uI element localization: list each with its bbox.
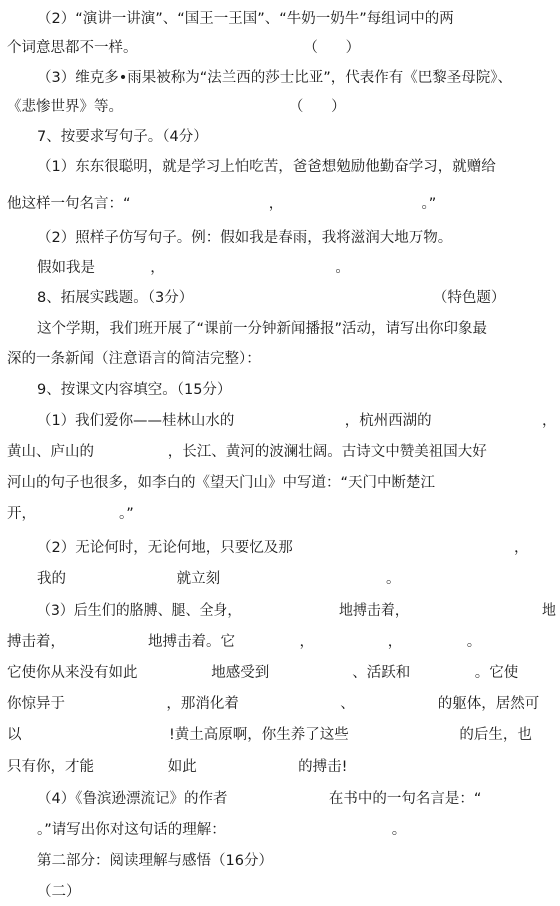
q-9-heading: 9、按课文内容填空。（15分） bbox=[37, 382, 232, 398]
q-9-1-line-1: （1）我们爱你——桂林山水的 ，杭州西湖的 ， bbox=[37, 413, 557, 429]
q-9-4-line-1: （4）《鲁滨逊漂流记》的作者 在书中的一句名言是：“ bbox=[37, 791, 482, 807]
q-9-3-line-6: 只有你，才能 如此 的搏击! bbox=[7, 759, 348, 775]
q-8-line-1: 这个学期，我们班开展了“课前一分钟新闻播报”活动，请写出你印象最 bbox=[37, 321, 488, 337]
q-9-3-line-5: 以 !黄土高原啊，你生养了这些 的后生，也 bbox=[7, 727, 532, 743]
q-9-3-line-3: 它使你从来没有如此 地感受到 、活跃和 。它使 bbox=[7, 665, 519, 681]
q-9-2-line-1: （2）无论何时，无论何地，只要忆及那 ， bbox=[37, 540, 529, 556]
part-2-heading: 第二部分：阅读理解与感悟（16分） bbox=[37, 853, 273, 869]
q-9-2-line-2: 我的 就立刻 。 bbox=[37, 571, 401, 587]
section-2-heading: （二） bbox=[37, 884, 81, 900]
q-8-heading: 8、拓展实践题。（3分） （特色题） bbox=[37, 290, 506, 306]
q-6-2-line-1: （2）“演讲一讲演”、“国王一王国”、“牛奶一奶牛”每组词中的两 bbox=[37, 11, 454, 27]
q-7-1-line-1: （1）东东很聪明，就是学习上怕吃苦，爸爸想勉励他勤奋学习，就赠给 bbox=[37, 159, 496, 175]
q-9-1-line-2: 黄山、庐山的 ，长江、黄河的波澜壮阔。古诗文中赞美祖国大好 bbox=[7, 444, 487, 460]
q-9-3-line-2: 搏击着， 地搏击着。它 ， ， 。 bbox=[7, 634, 482, 650]
q-7-1-line-2: 他这样一句名言：“ ， 。” bbox=[7, 196, 437, 212]
q-6-2-line-2: 个词意思都不一样。 （ ） bbox=[7, 40, 361, 56]
q-9-3-line-1: （3）后生们的胳膊、腿、全身， 地搏击着， 地 bbox=[37, 603, 556, 619]
q-9-1-line-3: 河山的句子也很多，如李白的《望天门山》中写道：“天门中断楚江 bbox=[7, 475, 436, 491]
q-6-3-line-1: （3）维克多•雨果被称为“法兰西的莎士比亚”，代表作有《巴黎圣母院》、 bbox=[37, 70, 513, 86]
q-7-2-line-2: 假如我是 ， 。 bbox=[37, 260, 350, 276]
q-9-3-line-4: 你惊异于 ，那消化着 、 的躯体，居然可 bbox=[7, 696, 540, 712]
q-9-4-line-2: 。”请写出你对这句话的理解： 。 bbox=[37, 822, 407, 838]
q-9-1-line-4: 开， 。” bbox=[7, 506, 134, 522]
q-8-line-2: 深的一条新闻（注意语言的简洁完整）： bbox=[7, 351, 261, 367]
q-7-heading: 7、按要求写句子。（4分） bbox=[37, 129, 208, 145]
q-7-2-line-1: （2）照样子仿写句子。例：假如我是春雨，我将滋润大地万物。 bbox=[37, 230, 453, 246]
q-6-3-line-2: 《悲惨世界》等。 （ ） bbox=[7, 99, 346, 115]
